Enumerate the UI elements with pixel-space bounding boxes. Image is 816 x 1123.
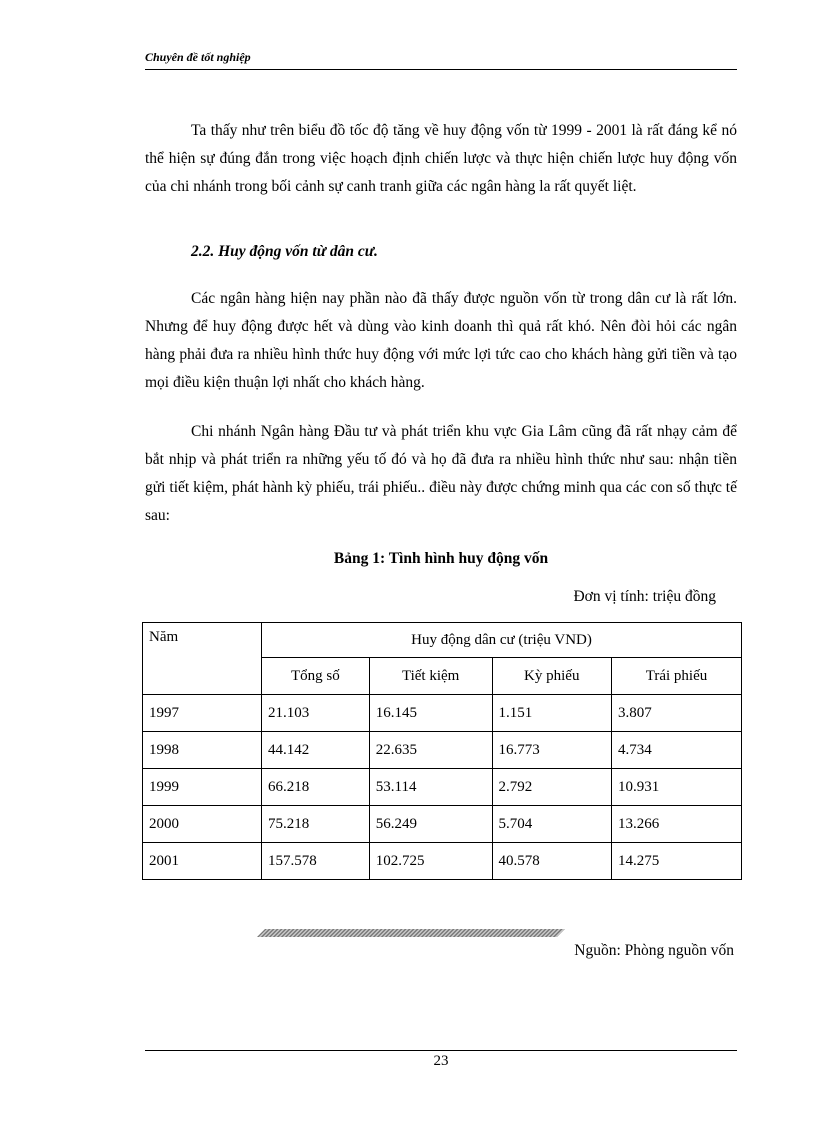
cell-savings: 102.725 <box>369 843 492 880</box>
footer-divider <box>145 1050 737 1051</box>
table-row <box>143 806 742 843</box>
cell-bonds: 13.266 <box>611 806 741 843</box>
cell-total: 66.218 <box>262 769 370 806</box>
cell-year: 1999 <box>143 769 262 806</box>
cell-promissory: 40.578 <box>492 843 611 880</box>
capital-mobilization-table <box>142 622 742 880</box>
cell-promissory: 16.773 <box>492 732 611 769</box>
table-caption: Bảng 1: Tình hình huy động vốn <box>333 550 549 567</box>
cell-year: 1997 <box>143 695 262 732</box>
cell-savings: 16.145 <box>369 695 492 732</box>
paragraph-branch-forms: Chi nhánh Ngân hàng Đầu tư và phát triển khu vực Gia Lâm cũng đã rất nhạy cảm để bắt nhịp và phát triển ra những yếu tố đó và họ đã đưa ra nhiều hình thức như sau: nhận tiền gửi tiết kiệm, phát hành kỳ phiếu, trái phiếu.. điều này được chứng minh qua các con số thực tế sau: <box>145 423 737 524</box>
table-row <box>143 732 742 769</box>
group-header: Huy động dân cư (triệu VND) <box>262 623 742 658</box>
table-row <box>143 769 742 806</box>
paragraph-residents-capital: Các ngân hàng hiện nay phần nào đã thấy được nguồn vốn từ trong dân cư là rất lớn. Nhưng để huy động được hết và dùng vào kinh doanh thì quả rất khó. Nên đòi hỏi các ngân hàng phải đưa ra nhiều hình thức huy động với mức lợi tức cao cho khách hàng gửi tiền và tạo mọi điều kiện thuận lợi nhất cho khách hàng. <box>145 290 737 391</box>
cell-bonds: 4.734 <box>611 732 741 769</box>
table-unit: Đơn vị tính: triệu đồng <box>573 588 716 605</box>
section-heading: 2.2. Huy động vốn từ dân cư. <box>191 243 378 260</box>
decorative-bar <box>257 929 565 937</box>
cell-savings: 56.249 <box>369 806 492 843</box>
cell-bonds: 3.807 <box>611 695 741 732</box>
cell-savings: 53.114 <box>369 769 492 806</box>
subheader-bonds: Trái phiếu <box>611 658 741 695</box>
subheader-total: Tổng số <box>262 658 370 695</box>
subheader-promissory-notes: Kỳ phiếu <box>492 658 611 695</box>
cell-promissory: 2.792 <box>492 769 611 806</box>
cell-year: 2000 <box>143 806 262 843</box>
subheader-savings: Tiết kiệm <box>369 658 492 695</box>
page-header-title: Chuyên đề tốt nghiệp <box>145 50 251 64</box>
table-row <box>143 695 742 732</box>
header-divider <box>145 69 737 70</box>
cell-year: 2001 <box>143 843 262 880</box>
cell-promissory: 1.151 <box>492 695 611 732</box>
cell-bonds: 10.931 <box>611 769 741 806</box>
cell-promissory: 5.704 <box>492 806 611 843</box>
cell-total: 157.578 <box>262 843 370 880</box>
cell-bonds: 14.275 <box>611 843 741 880</box>
cell-year: 1998 <box>143 732 262 769</box>
paragraph-intro: Ta thấy như trên biểu đồ tốc độ tăng về huy động vốn từ 1999 - 2001 là rất đáng kể nó thể hiện sự đúng đắn trong việc hoạch định chiến lược và thực hiện chiến lược huy động vốn của chi nhánh trong bối cảnh sự canh tranh giữa các ngân hàng la rất quyết liệt. <box>145 122 737 195</box>
table-row <box>143 843 742 880</box>
table-source: Nguồn: Phòng nguồn vốn <box>574 942 734 959</box>
cell-total: 44.142 <box>262 732 370 769</box>
page-number: 23 <box>433 1053 449 1069</box>
year-column-header: Năm <box>143 623 262 695</box>
cell-savings: 22.635 <box>369 732 492 769</box>
table-header-row <box>143 623 742 658</box>
cell-total: 21.103 <box>262 695 370 732</box>
cell-total: 75.218 <box>262 806 370 843</box>
